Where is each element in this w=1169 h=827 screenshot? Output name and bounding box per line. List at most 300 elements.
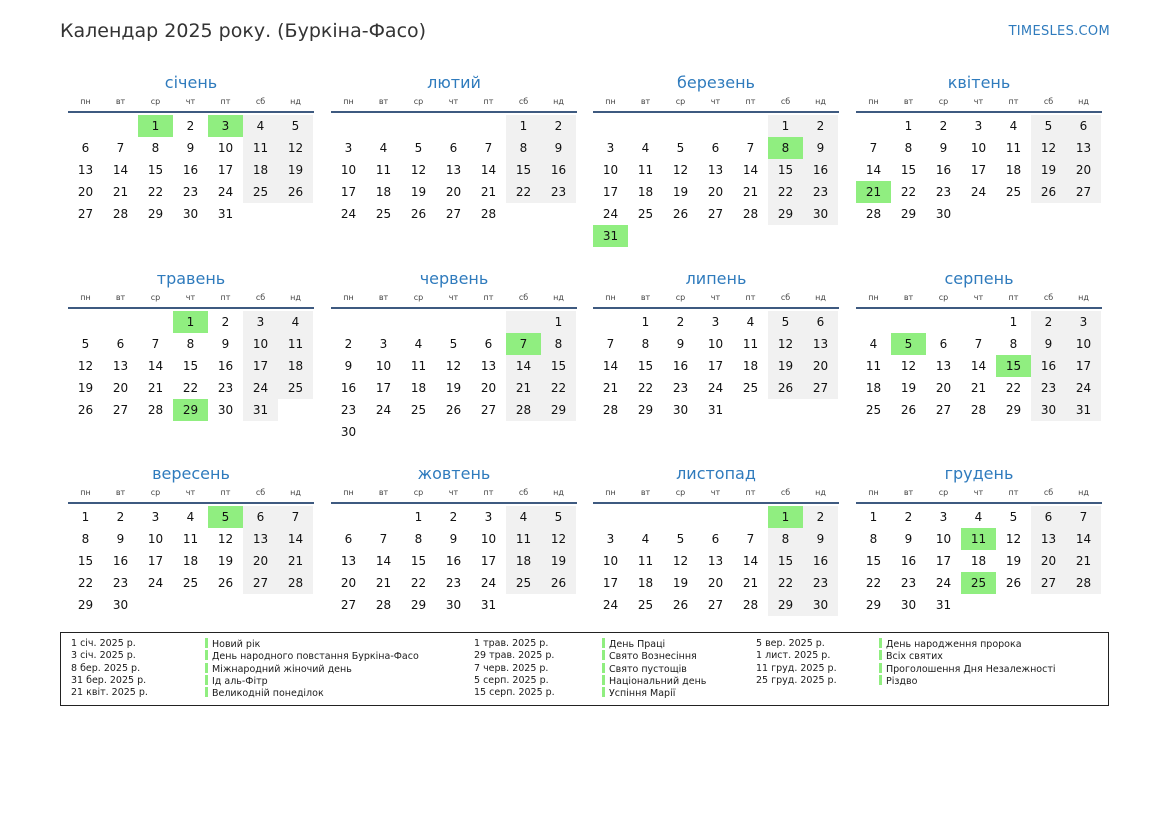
day-cell: 7: [1066, 506, 1101, 528]
legend-date: 1 лист. 2025 р.: [756, 650, 831, 662]
weekday-label: чт: [710, 488, 721, 497]
weekday-label: вт: [378, 293, 389, 302]
day-cell: 28: [375, 598, 392, 612]
legend-date: 1 трав. 2025 р.: [474, 638, 549, 649]
day-cell: 26: [217, 576, 234, 590]
legend-date: 31 бер. 2025 р.: [71, 674, 147, 686]
day-cell: 28: [865, 207, 882, 221]
day-cell: 12: [77, 359, 94, 373]
legend-holiday-name: [205, 650, 419, 662]
day-cell: 26: [445, 403, 462, 417]
day-cell: 31: [707, 403, 724, 417]
day-cell: 17: [340, 185, 357, 199]
legend-holiday-label: День народження пророка: [886, 639, 1022, 650]
day-cell: 30: [1031, 399, 1066, 421]
day-cell: 21: [480, 185, 497, 199]
day-cell: 7: [278, 506, 313, 528]
weekday-label: чт: [448, 97, 459, 106]
legend-holiday-name: [602, 663, 706, 675]
day-cell: 23: [1031, 377, 1066, 399]
weekday-label: пн: [343, 488, 354, 497]
day-cell: 30: [803, 594, 838, 616]
day-cell: 4: [243, 115, 278, 137]
day-cell: 25: [182, 576, 199, 590]
empty-day-cell: [593, 311, 628, 333]
day-cell: 30: [445, 598, 462, 612]
day-cell: 2: [904, 510, 913, 524]
weekday-label: сб: [518, 293, 529, 302]
holiday-day-cell: 15: [996, 355, 1031, 377]
weekday-label: чт: [710, 293, 721, 302]
day-cell: 16: [803, 550, 838, 572]
day-cell: 25: [1005, 185, 1022, 199]
day-cell: 27: [480, 403, 497, 417]
month-9: [68, 463, 314, 616]
day-cell: 22: [541, 377, 576, 399]
day-cell: 2: [344, 337, 353, 351]
holiday-marker-icon: [205, 663, 208, 673]
weekday-label: пт: [745, 488, 756, 497]
weekday-label: вт: [115, 293, 126, 302]
day-cell: 17: [147, 554, 164, 568]
day-cell: 6: [116, 337, 125, 351]
day-cell: 28: [278, 572, 313, 594]
day-cell: 10: [217, 141, 234, 155]
day-cell: 4: [1009, 119, 1018, 133]
weekday-label: сб: [780, 488, 791, 497]
weekday-label: ср: [938, 488, 949, 497]
weekday-label: пт: [483, 97, 494, 106]
weekday-header: [331, 486, 577, 504]
legend-date: 1 січ. 2025 р.: [71, 638, 136, 649]
day-cell: 6: [1066, 115, 1101, 137]
day-cell: 22: [1005, 381, 1022, 395]
legend-holiday-label: Ід аль-Фітр: [212, 675, 268, 687]
weekday-header: [593, 486, 839, 504]
legend-holiday-name: [205, 687, 419, 699]
day-cell: 23: [803, 181, 838, 203]
legend-holiday-label: Свято Вознесіння: [609, 651, 697, 663]
weekday-label: пт: [1008, 293, 1019, 302]
day-cell: 21: [112, 185, 129, 199]
day-cell: 27: [112, 403, 129, 417]
day-cell: 5: [414, 141, 423, 155]
month-1: [68, 72, 314, 225]
day-cell: 29: [768, 594, 803, 616]
day-cell: 26: [672, 598, 689, 612]
day-cell: 13: [707, 163, 724, 177]
day-cell: 26: [1031, 181, 1066, 203]
day-cell: 9: [1031, 333, 1066, 355]
day-cell: 24: [970, 185, 987, 199]
legend-holiday-name: [205, 663, 419, 675]
day-cell: 25: [243, 181, 278, 203]
day-cell: 23: [803, 572, 838, 594]
weekday-header: [68, 291, 314, 309]
day-cell: 22: [182, 381, 199, 395]
weekday-label: ср: [938, 97, 949, 106]
weekday-label: пн: [868, 293, 879, 302]
day-cell: 20: [77, 185, 94, 199]
day-cell: 12: [672, 163, 689, 177]
day-cell: 12: [900, 359, 917, 373]
holiday-marker-icon: [205, 675, 208, 685]
day-cell: 13: [480, 359, 497, 373]
day-cell: 16: [182, 163, 199, 177]
day-cell: 20: [112, 381, 129, 395]
month-6: [331, 268, 577, 443]
day-cell: 22: [900, 185, 917, 199]
legend-holiday-name: [879, 675, 1056, 687]
day-cell: 17: [935, 554, 952, 568]
weekday-header: [593, 291, 839, 309]
day-cell: 24: [602, 207, 619, 221]
weekday-header: [331, 291, 577, 309]
day-cell: 14: [112, 163, 129, 177]
holiday-day-cell: 11: [961, 528, 996, 550]
day-cell: 11: [1005, 141, 1022, 155]
day-cell: 27: [340, 598, 357, 612]
weekday-label: пт: [1008, 488, 1019, 497]
weekday-header: [856, 95, 1102, 113]
day-cell: 17: [1066, 355, 1101, 377]
day-cell: 21: [375, 576, 392, 590]
day-cell: 29: [541, 399, 576, 421]
legend-holiday-label: Національний день: [609, 675, 707, 687]
empty-day-cell: [891, 311, 926, 333]
weekday-label: пт: [483, 293, 494, 302]
weekday-label: чт: [973, 488, 984, 497]
day-cell: 6: [81, 141, 90, 155]
weekday-label: чт: [185, 488, 196, 497]
day-cell: 18: [506, 550, 541, 572]
weekday-label: вт: [903, 97, 914, 106]
day-cell: 17: [217, 163, 234, 177]
day-cell: 24: [340, 207, 357, 221]
day-cell: 5: [541, 506, 576, 528]
day-cell: 13: [77, 163, 94, 177]
day-cell: 22: [506, 181, 541, 203]
day-cell: 21: [506, 377, 541, 399]
month-8: [856, 268, 1102, 421]
weekday-label: пн: [605, 97, 616, 106]
day-cell: 6: [803, 311, 838, 333]
legend-date: 8 бер. 2025 р.: [71, 662, 141, 674]
day-cell: 18: [637, 576, 654, 590]
day-cell: 19: [278, 159, 313, 181]
day-cell: 25: [637, 598, 654, 612]
day-cell: 23: [217, 381, 234, 395]
day-cell: 27: [803, 377, 838, 399]
day-cell: 14: [278, 528, 313, 550]
day-cell: 18: [410, 381, 427, 395]
weekday-label: чт: [973, 97, 984, 106]
month-name: січень: [164, 73, 218, 92]
day-cell: 29: [1005, 403, 1022, 417]
weekday-label: нд: [1078, 488, 1089, 497]
day-cell: 17: [602, 185, 619, 199]
day-cell: 5: [1031, 115, 1066, 137]
month-10: [331, 463, 577, 616]
day-cell: 17: [243, 355, 278, 377]
month-2: [331, 72, 577, 225]
weekday-label: пт: [1008, 97, 1019, 106]
day-cell: 7: [606, 337, 615, 351]
day-cell: 31: [480, 598, 497, 612]
day-cell: 2: [1031, 311, 1066, 333]
weekday-label: нд: [815, 97, 826, 106]
legend-holiday-label: Всіх святих: [886, 651, 943, 663]
legend-holiday-label: Новий рік: [212, 639, 261, 650]
month-name: жовтень: [417, 464, 491, 483]
legend-date: 11 груд. 2025 р.: [756, 662, 837, 674]
day-cell: 5: [768, 311, 803, 333]
day-cell: 2: [221, 315, 230, 329]
weekday-label: пт: [220, 488, 231, 497]
day-cell: 25: [278, 377, 313, 399]
day-cell: 20: [1066, 159, 1101, 181]
day-cell: 13: [340, 554, 357, 568]
weekday-header: [68, 486, 314, 504]
day-grid: [593, 115, 839, 247]
weekday-header: [331, 95, 577, 113]
day-cell: 28: [602, 403, 619, 417]
day-cell: 7: [151, 337, 160, 351]
weekday-label: вт: [903, 293, 914, 302]
day-cell: 5: [81, 337, 90, 351]
day-cell: 30: [340, 425, 357, 439]
empty-day-cell: [471, 311, 506, 333]
weekday-header: [68, 95, 314, 113]
day-cell: 18: [970, 554, 987, 568]
day-cell: 12: [410, 163, 427, 177]
day-cell: 31: [1066, 399, 1101, 421]
empty-day-cell: [698, 115, 733, 137]
day-cell: 24: [243, 377, 278, 399]
day-cell: 17: [707, 359, 724, 373]
day-cell: 6: [711, 532, 720, 546]
weekday-label: пн: [868, 488, 879, 497]
day-cell: 19: [672, 185, 689, 199]
day-cell: 17: [480, 554, 497, 568]
day-cell: 20: [243, 550, 278, 572]
empty-day-cell: [856, 311, 891, 333]
day-grid: [331, 115, 577, 225]
day-cell: 11: [375, 163, 392, 177]
holiday-day-cell: 21: [856, 181, 891, 203]
day-cell: 4: [641, 532, 650, 546]
day-cell: 10: [243, 333, 278, 355]
day-cell: 1: [506, 115, 541, 137]
day-cell: 23: [182, 185, 199, 199]
day-cell: 7: [484, 141, 493, 155]
day-cell: 28: [506, 399, 541, 421]
weekday-label: нд: [290, 97, 301, 106]
legend-holiday-name: [879, 650, 1056, 662]
weekday-label: пт: [483, 488, 494, 497]
day-cell: 12: [1005, 532, 1022, 546]
month-name: грудень: [944, 464, 1014, 483]
day-cell: 7: [116, 141, 125, 155]
day-cell: 6: [939, 337, 948, 351]
day-cell: 6: [344, 532, 353, 546]
month-4: [856, 72, 1102, 225]
weekday-label: сб: [1043, 293, 1054, 302]
empty-day-cell: [366, 506, 401, 528]
day-cell: 3: [344, 141, 353, 155]
day-cell: 8: [506, 137, 541, 159]
day-cell: 24: [935, 576, 952, 590]
day-cell: 27: [707, 207, 724, 221]
day-cell: 10: [602, 163, 619, 177]
empty-day-cell: [331, 506, 366, 528]
day-cell: 5: [676, 532, 685, 546]
day-cell: 4: [278, 311, 313, 333]
holiday-day-cell: 1: [138, 115, 173, 137]
day-cell: 12: [217, 532, 234, 546]
day-grid: [856, 115, 1102, 225]
day-cell: 10: [602, 554, 619, 568]
day-cell: 15: [900, 163, 917, 177]
month-7: [593, 268, 839, 421]
day-cell: 1: [641, 315, 650, 329]
day-cell: 20: [707, 576, 724, 590]
weekday-header: [856, 291, 1102, 309]
day-cell: 18: [865, 381, 882, 395]
empty-day-cell: [68, 311, 103, 333]
day-cell: 1: [904, 119, 913, 133]
day-cell: 1: [768, 115, 803, 137]
weekday-label: нд: [1078, 293, 1089, 302]
day-cell: 7: [746, 532, 755, 546]
day-cell: 12: [768, 333, 803, 355]
empty-day-cell: [856, 115, 891, 137]
month-name: березень: [677, 73, 755, 92]
day-cell: 10: [970, 141, 987, 155]
empty-day-cell: [663, 115, 698, 137]
empty-day-cell: [628, 506, 663, 528]
day-cell: 5: [676, 141, 685, 155]
empty-day-cell: [628, 115, 663, 137]
day-cell: 20: [803, 355, 838, 377]
brand-link[interactable]: TIMESLES.COM: [1008, 24, 1110, 39]
day-cell: 26: [278, 181, 313, 203]
day-cell: 15: [147, 163, 164, 177]
weekday-label: вт: [115, 488, 126, 497]
weekday-label: нд: [553, 488, 564, 497]
day-cell: 19: [445, 381, 462, 395]
weekday-label: пн: [80, 488, 91, 497]
day-cell: 21: [742, 185, 759, 199]
day-cell: 4: [974, 510, 983, 524]
weekday-header: [856, 486, 1102, 504]
day-cell: 5: [278, 115, 313, 137]
day-cell: 15: [637, 359, 654, 373]
holiday-legend: [60, 632, 1109, 706]
day-cell: 9: [186, 141, 195, 155]
day-cell: 26: [541, 572, 576, 594]
day-cell: 7: [379, 532, 388, 546]
weekday-label: пн: [343, 293, 354, 302]
weekday-label: сб: [1043, 488, 1054, 497]
day-cell: 13: [803, 333, 838, 355]
day-cell: 14: [1066, 528, 1101, 550]
day-cell: 9: [939, 141, 948, 155]
day-grid: [68, 311, 314, 421]
weekday-label: чт: [973, 293, 984, 302]
holiday-day-cell: 29: [173, 399, 208, 421]
day-cell: 30: [935, 207, 952, 221]
legend-date: 21 квіт. 2025 р.: [71, 687, 148, 699]
day-cell: 22: [865, 576, 882, 590]
day-cell: 31: [217, 207, 234, 221]
day-cell: 2: [803, 506, 838, 528]
day-cell: 28: [1066, 572, 1101, 594]
weekday-label: пн: [80, 97, 91, 106]
day-cell: 21: [278, 550, 313, 572]
day-cell: 9: [676, 337, 685, 351]
empty-day-cell: [593, 506, 628, 528]
day-cell: 26: [410, 207, 427, 221]
legend-date: 29 трав. 2025 р.: [474, 650, 555, 662]
day-cell: 15: [541, 355, 576, 377]
weekday-label: пт: [745, 293, 756, 302]
day-grid: [856, 311, 1102, 421]
legend-date: 3 січ. 2025 р.: [71, 650, 136, 662]
day-cell: 15: [410, 554, 427, 568]
day-cell: 2: [803, 115, 838, 137]
day-cell: 1: [1009, 315, 1018, 329]
weekday-label: нд: [815, 488, 826, 497]
weekday-label: ср: [675, 97, 686, 106]
holiday-marker-icon: [205, 638, 208, 648]
day-cell: 8: [904, 141, 913, 155]
day-cell: 10: [375, 359, 392, 373]
empty-day-cell: [401, 115, 436, 137]
day-cell: 23: [935, 185, 952, 199]
day-cell: 22: [768, 572, 803, 594]
legend-holiday-label: День народного повстання Буркіна-Фасо: [212, 651, 419, 663]
empty-day-cell: [733, 506, 768, 528]
day-grid: [331, 311, 577, 443]
weekday-label: нд: [553, 293, 564, 302]
day-cell: 10: [480, 532, 497, 546]
day-cell: 22: [637, 381, 654, 395]
day-cell: 2: [449, 510, 458, 524]
month-name: червень: [419, 269, 489, 288]
day-cell: 8: [768, 528, 803, 550]
legend-date: 15 серп. 2025 р.: [474, 687, 555, 699]
day-cell: 16: [112, 554, 129, 568]
holiday-marker-icon: [602, 638, 605, 648]
weekday-label: пн: [605, 293, 616, 302]
weekday-label: ср: [413, 293, 424, 302]
month-name: серпень: [944, 269, 1014, 288]
day-cell: 14: [970, 359, 987, 373]
weekday-label: сб: [255, 488, 266, 497]
month-name: травень: [156, 269, 226, 288]
day-cell: 30: [900, 598, 917, 612]
day-cell: 3: [606, 532, 615, 546]
month-5: [68, 268, 314, 421]
day-cell: 2: [541, 115, 576, 137]
legend-holiday-label: Проголошення Дня Незалежності: [886, 663, 1056, 675]
day-cell: 14: [602, 359, 619, 373]
day-cell: 10: [340, 163, 357, 177]
legend-date: 7 черв. 2025 р.: [474, 662, 549, 674]
day-grid: [856, 506, 1102, 616]
weekday-label: чт: [448, 488, 459, 497]
